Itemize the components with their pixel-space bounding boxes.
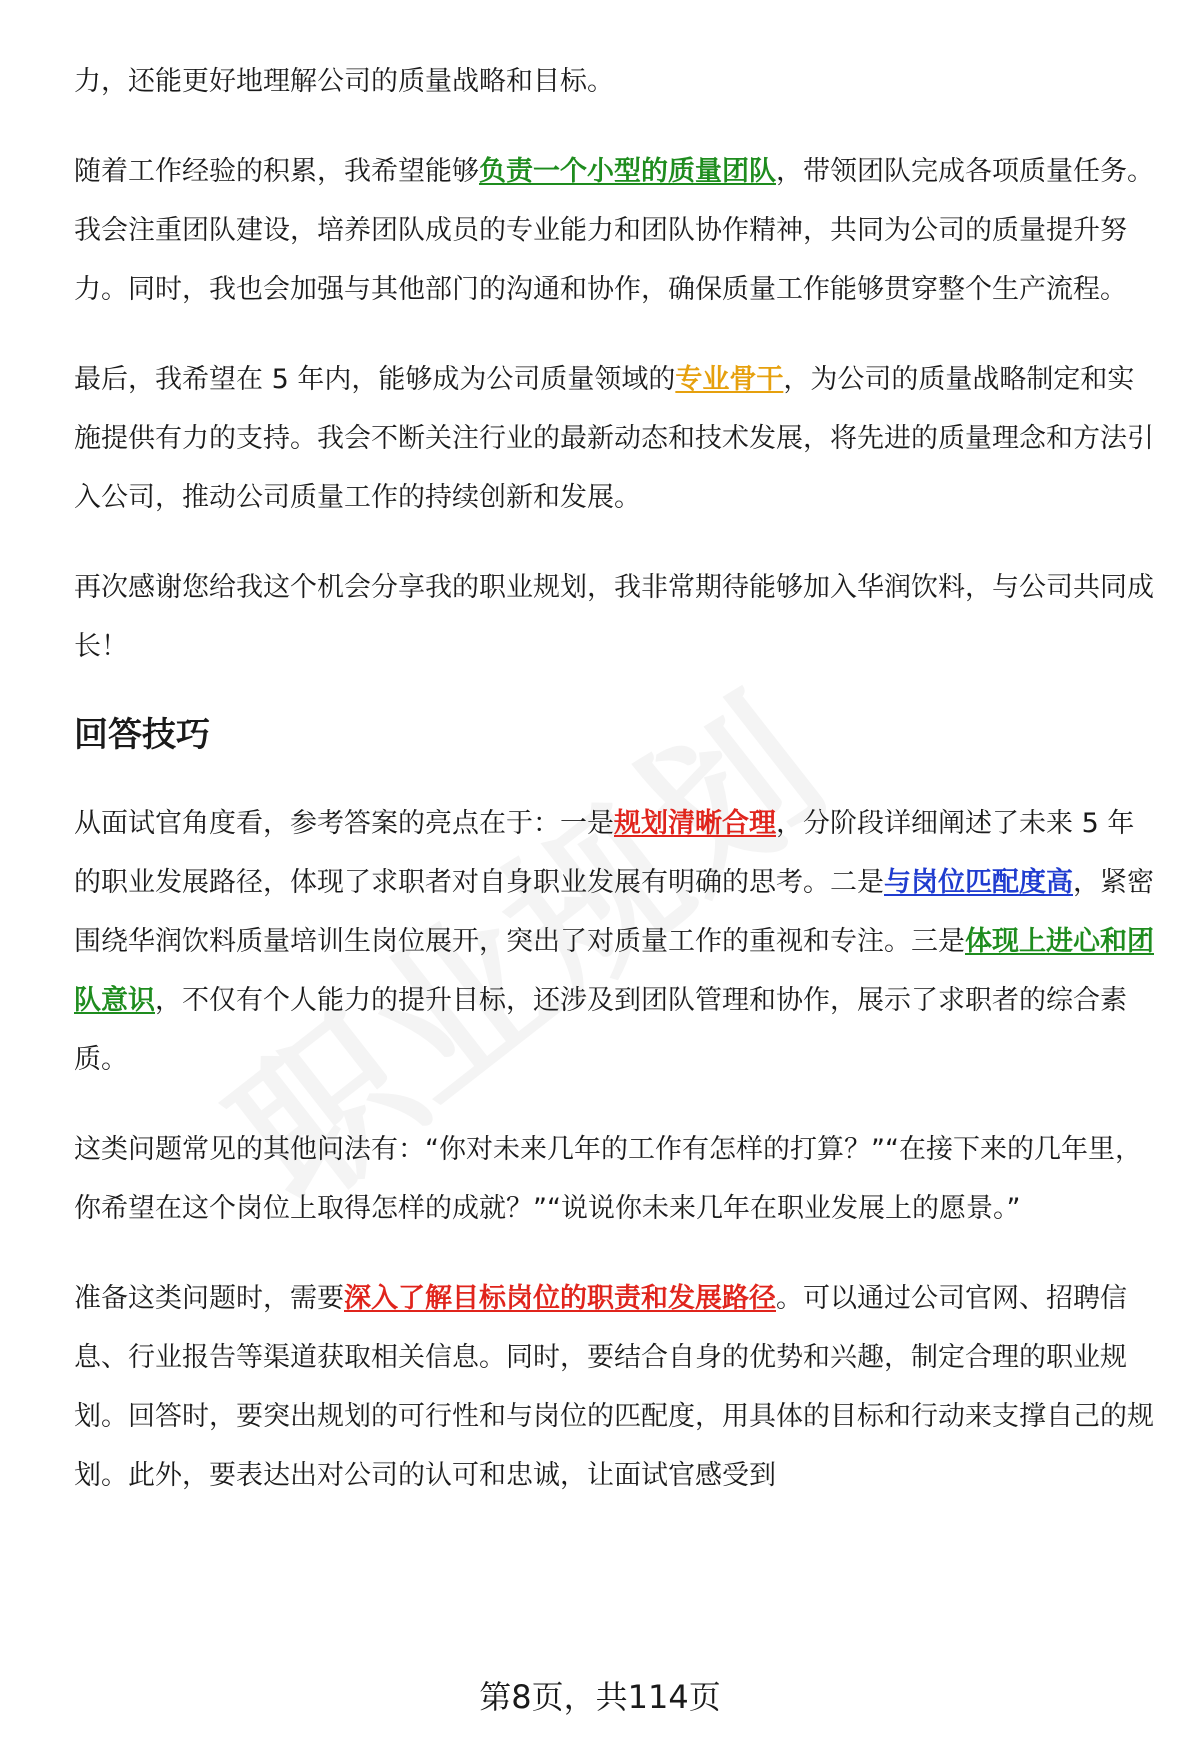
text-segment: 最后，我希望在 5 年内，能够成为公司质量领域的 — [74, 364, 676, 395]
paragraph-alt-questions: 这类问题常见的其他问法有：“你对未来几年的工作有怎样的打算？”“在接下来的几年里，你希望在这个岗位上取得怎样的成就？”“说说你未来几年在职业发展上的愿景。” — [74, 1134, 1142, 1224]
highlight-research-role: 深入了解目标岗位的职责和发展路径 — [344, 1283, 776, 1314]
section-title: 回答技巧 — [74, 715, 210, 755]
text-segment: 。可以通过公司官网、招聘信息、行业报告等渠道获取相关信息。同时，要结合自身的优势和兴趣，制定合理的职业规划。回答时，要突出规划的可行性和与岗位的匹配度，用具体的目标和行动来支撑自己的规划。此外，要表达出对公司的认可和忠诚，让面试官感受到 — [74, 1283, 1154, 1491]
text-segment: 随着工作经验的积累，我希望能够 — [74, 156, 479, 187]
paragraph-thanks: 再次感谢您给我这个机会分享我的职业规划，我非常期待能够加入华润饮料，与公司共同成长！ — [74, 572, 1154, 662]
text-segment: ，分阶段详细阐述了未来 5 年的职业发展路径，体现了求职者对自身职业发展有明确的思考。二是 — [74, 808, 1135, 898]
text-segment: ，紧密围绕华润饮料质量培训生岗位展开，突出了对质量工作的重视和专注。三是 — [74, 867, 1154, 957]
text-segment: 从面试官角度看，参考答案的亮点在于：一是 — [74, 808, 614, 839]
document-page — [74, 52, 1154, 1505]
paragraph-team-lead — [74, 142, 1154, 319]
paragraph-expert — [74, 350, 1154, 527]
paragraph-preparation — [74, 1269, 1154, 1505]
paragraph-highlights — [74, 794, 1154, 1089]
paragraph-continuation: 力，还能更好地理解公司的质量战略和目标。 — [74, 66, 614, 97]
highlight-team-lead: 负责一个小型的质量团队 — [479, 156, 776, 187]
text-segment: 准备这类问题时，需要 — [74, 1283, 344, 1314]
text-segment: ，不仅有个人能力的提升目标，还涉及到团队管理和协作，展示了求职者的综合素质。 — [74, 985, 1127, 1075]
highlight-job-match: 与岗位匹配度高 — [884, 867, 1073, 898]
highlight-teamwork: 体现上进心和团队意识 — [74, 926, 1154, 1016]
highlight-expert: 专业骨干 — [675, 364, 784, 395]
highlight-plan-clear: 规划清晰合理 — [614, 808, 776, 839]
text-segment: ，为公司的质量战略制定和实施提供有力的支持。我会不断关注行业的最新动态和技术发展，将先进的质量理念和方法引入公司，推动公司质量工作的持续创新和发展。 — [74, 364, 1154, 513]
text-segment: ，带领团队完成各项质量任务。我会注重团队建设，培养团队成员的专业能力和团队协作精神，共同为公司的质量提升努力。同时，我也会加强与其他部门的沟通和协作，确保质量工作能够贯穿整个生产流程。 — [74, 156, 1154, 305]
page-footer: 第8页，共114页 — [479, 1678, 721, 1716]
